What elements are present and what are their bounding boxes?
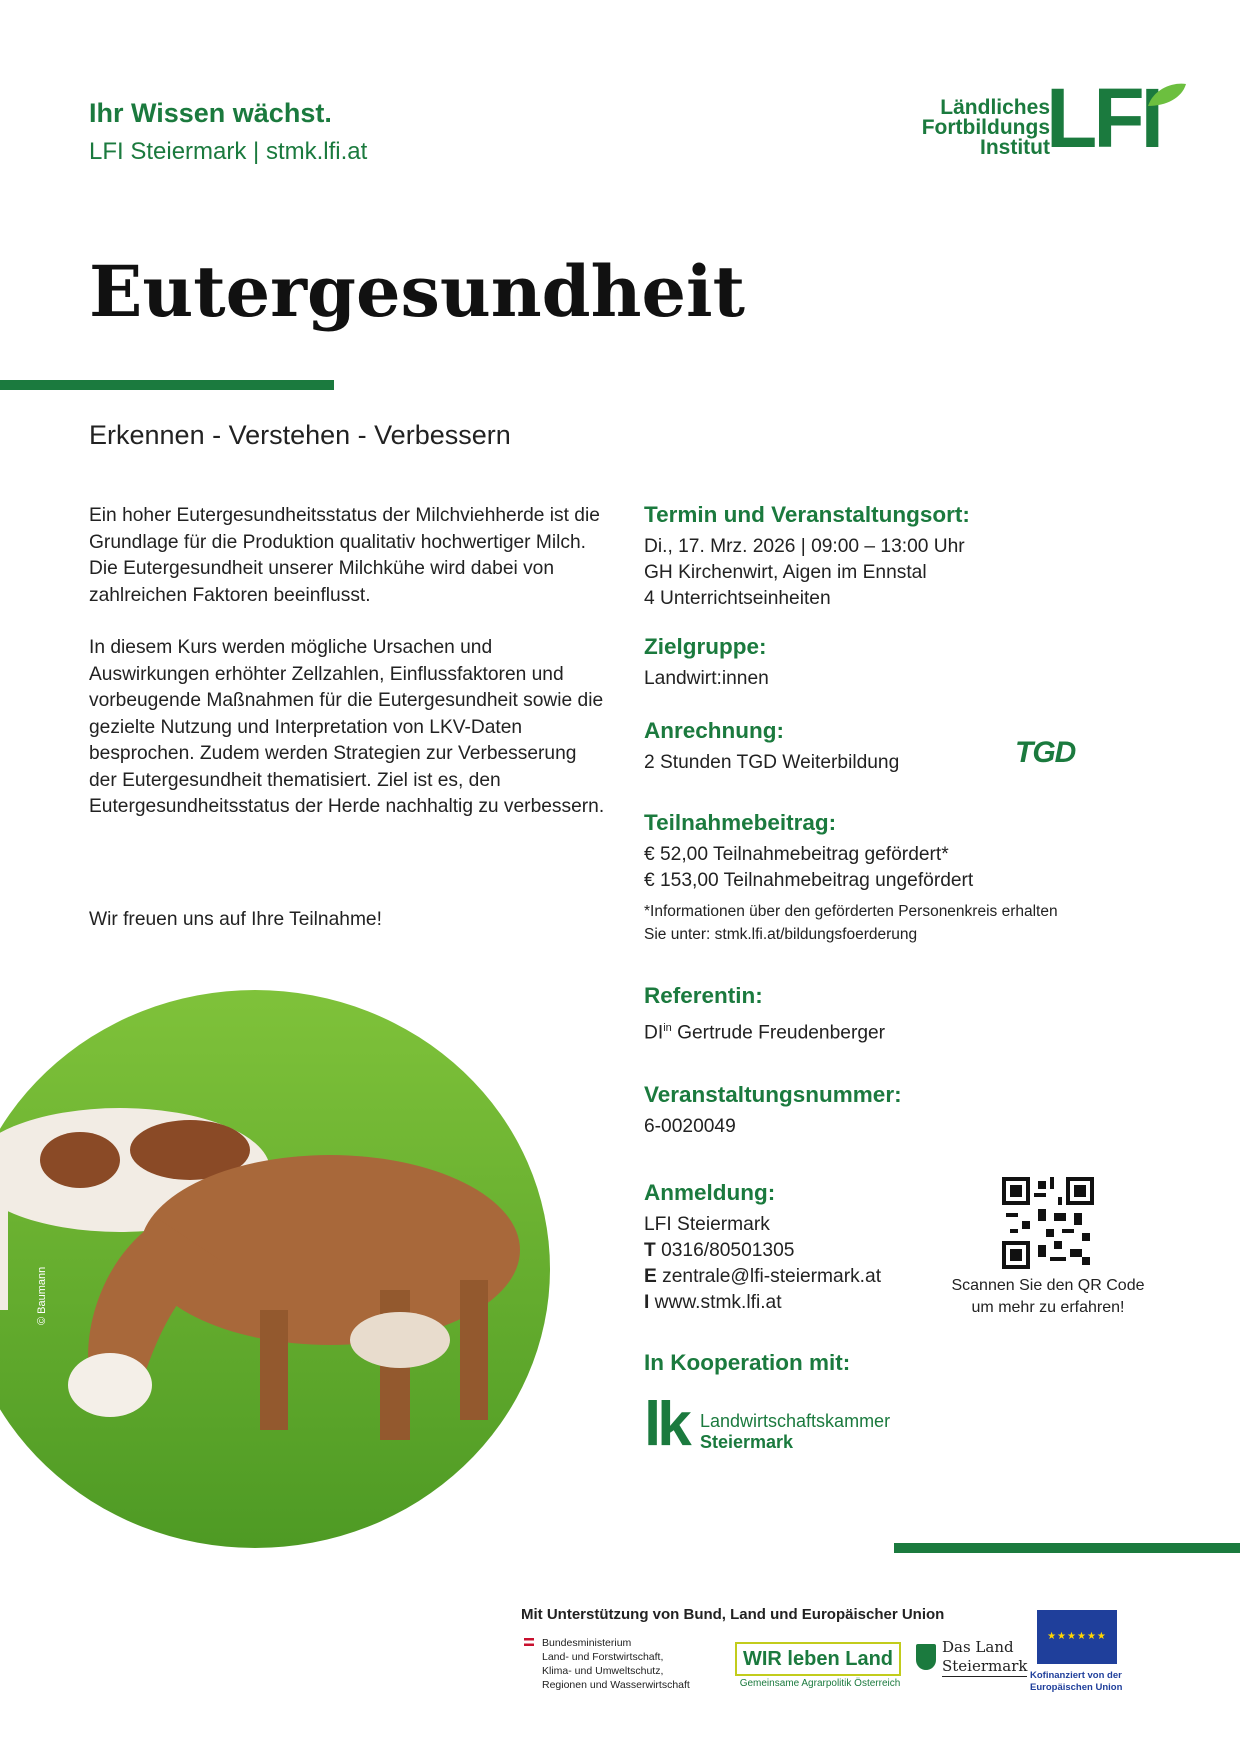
leaf-icon — [1146, 80, 1188, 110]
anmeldung-email[interactable]: E zentrale@lfi-steiermark.at — [644, 1266, 882, 1287]
termin-heading: Termin und Veranstaltungsort: — [644, 502, 970, 527]
kooperation-section — [644, 1350, 1114, 1382]
beitrag-heading: Teilnahmebeitrag: — [644, 810, 837, 835]
beitrag-note-1: *Informationen über den geförderten Personenkreis erhalten — [644, 903, 1058, 920]
ministry-logo: Bundesministerium Land- und Forstwirtschaft, Klima- und Umweltschutz, Regionen und Wasserwirtschaft — [524, 1636, 747, 1692]
termin-date: Di., 17. Mrz. 2026 | 09:00 – 13:00 Uhr — [644, 536, 965, 557]
nummer-heading: Veranstaltungsnummer: — [644, 1082, 902, 1107]
landwirtschaftskammer-logo — [644, 1390, 904, 1459]
beitrag-note-2: Sie unter: stmk.lfi.at/bildungsfoerderung — [644, 926, 918, 943]
zielgruppe-heading: Zielgruppe: — [644, 634, 767, 659]
intro-paragraph: Ein hoher Eutergesundheitsstatus der Milchviehherde ist die Grundlage für die Produktion qualitativ hochwertiger Milch. Die Eutergesundheit unserer Milchkühe wird dabei von zahlreichen Faktoren beeinflusst. — [89, 505, 600, 606]
termin-place: GH Kirchenwirt, Aigen im Ennstal — [644, 562, 927, 583]
tgd-logo: TGD — [1015, 736, 1076, 769]
nummer-value: 6-0020049 — [644, 1116, 736, 1137]
termin-section — [644, 502, 1114, 612]
austria-flag-icon — [524, 1638, 534, 1646]
anrechnung-heading: Anrechnung: — [644, 718, 784, 743]
beitrag-unfunded: € 153,00 Teilnahmebeitrag ungefördert — [644, 870, 974, 891]
site-line: LFI Steiermark | stmk.lfi.at — [89, 138, 368, 165]
termin-units: 4 Unterrichtseinheiten — [644, 588, 831, 609]
beitrag-section — [644, 810, 1114, 946]
steiermark-shield-icon — [916, 1644, 936, 1670]
welcome-text: Wir freuen uns auf Ihre Teilnahme! — [89, 909, 382, 930]
land-steiermark-logo: Das Land Steiermark — [916, 1638, 1016, 1694]
anmeldung-heading: Anmeldung: — [644, 1180, 776, 1205]
page-title: Eutergesundheit — [89, 250, 745, 333]
lfi-logo-mark: LFI — [1046, 71, 1160, 165]
qr-code[interactable] — [1002, 1177, 1094, 1269]
eu-flag — [1037, 1610, 1117, 1668]
intro-paragraph: In diesem Kurs werden mögliche Ursachen und Auswirkungen erhöhter Zellzahlen, Einflussfaktoren und vorbeugende Maßnahmen für die Eutergesundheit sowie die gezielte Nutzung und Interpretation von LKV-Daten besprochen. Zudem werden Strategien zur Verbesserung der Eutergesundheit thematisiert. Ziel ist es, den Eutergesundheitsstatus der Herde nachhaltig zu verbessern. — [89, 637, 605, 817]
eu-cofunding-text: Kofinanziert von der Europäischen Union — [1030, 1670, 1123, 1693]
anmeldung-phone: T 0316/80501305 — [644, 1240, 795, 1261]
qr-caption: Scannen Sie den QR Code um mehr zu erfahren! — [951, 1277, 1145, 1316]
lfi-logo-text: Ländliches Fortbildungs Institut — [921, 96, 1050, 159]
zielgruppe-value: Landwirt:innen — [644, 668, 769, 689]
photo-credit: © Baumann — [36, 1266, 48, 1325]
referentin-heading: Referentin: — [644, 983, 763, 1008]
kooperation-heading: In Kooperation mit: — [644, 1350, 851, 1375]
subtitle: Erkennen - Verstehen - Verbessern — [89, 420, 511, 450]
wir-leben-land-logo: WIR leben Land Gemeinsame Agrarpolitik Österreich — [735, 1642, 905, 1694]
anmeldung-section — [644, 1180, 914, 1316]
intro-text — [89, 503, 609, 847]
zielgruppe-section — [644, 634, 1114, 692]
support-heading: Mit Unterstützung von Bund, Land und Europäischer Union — [521, 1606, 945, 1623]
anrechnung-value: 2 Stunden TGD Weiterbildung — [644, 752, 900, 773]
anmeldung-org: LFI Steiermark — [644, 1214, 770, 1235]
footer-accent-bar — [894, 1543, 1240, 1553]
lk-logo-mark: lk — [644, 1390, 688, 1459]
lk-logo-text: Landwirtschaftskammer Steiermark — [700, 1411, 891, 1452]
nummer-section — [644, 1082, 1114, 1140]
slogan: Ihr Wissen wächst. — [89, 98, 332, 128]
cow-photo — [0, 990, 550, 1548]
referentin-section — [644, 983, 1114, 1046]
lfi-logo — [880, 70, 1190, 170]
beitrag-funded: € 52,00 Teilnahmebeitrag gefördert* — [644, 844, 949, 865]
anmeldung-web[interactable]: I www.stmk.lfi.at — [644, 1292, 782, 1313]
eu-stars-icon: ★★★★★★ — [1047, 1631, 1107, 1642]
title-underline-bar — [0, 380, 334, 390]
referentin-name: $DI^{in}$ Gertrude Freudenberger — [644, 1022, 886, 1044]
